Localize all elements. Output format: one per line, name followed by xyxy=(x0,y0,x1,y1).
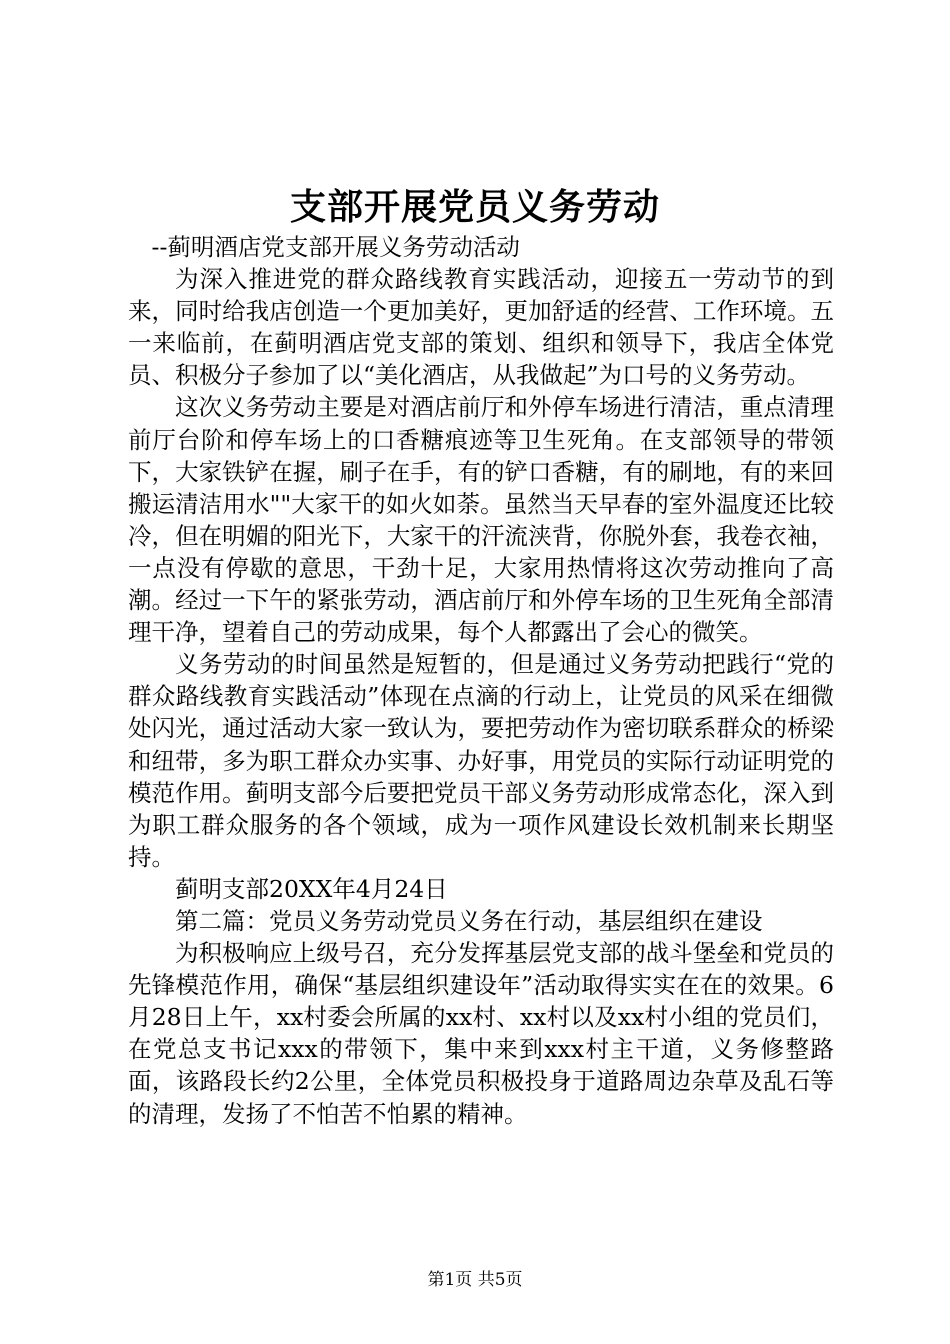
paragraph-intro: 为深入推进党的群众路线教育实践活动，迎接五一劳动节的到来，同时给我店创造一个更加美好，更加舒适的经营、工作环境。五一来临前，在蓟明酒店党支部的策划、组织和领导下，我店全体党员、积极分子参加了以“美化酒店，从我做起”为口号的义务劳动。 xyxy=(128,265,834,390)
signature-date: 蓟明支部20XX年4月24日 xyxy=(175,874,448,903)
document-body xyxy=(128,231,834,1130)
paragraph-second-article: 为积极响应上级号召，充分发挥基层党支部的战斗堡垒和党员的先锋模范作用，确保“基层组织建设年”活动取得实实在在的效果。6月28日上午，xx村委会所属的xx村、xx村以及xx村小组的党员们，在党总支书记xxx的带领下，集中来到xxx村主干道，义务修整路面，该路段长约2公里，全体党员积极投身于道路周边杂草及乱石等的清理，发扬了不怕苦不怕累的精神。 xyxy=(128,939,834,1128)
paragraph-activity: 这次义务劳动主要是对酒店前厅和外停车场进行清洁，重点清理前厅台阶和停车场上的口香糖痕迹等卫生死角。在支部领导的带领下，大家铁铲在握，刷子在手，有的铲口香糖，有的刷地，有的来回搬运清洁用水""大家干的如火如荼。虽然当天早春的室外温度还比较冷，但在明媚的阳光下，大家干的汗流浃背，你脱外套，我卷衣袖，一点没有停歇的意思，干劲十足，大家用热情将这次劳动推向了高潮。经过一下午的紧张劳动，酒店前厅和外停车场的卫生死角全部清理干净，望着自己的劳动成果，每个人都露出了会心的微笑。 xyxy=(128,393,834,647)
paragraph-conclusion: 义务劳动的时间虽然是短暂的，但是通过义务劳动把践行“党的群众路线教育实践活动”体现在点滴的行动上，让党员的风采在细微处闪光，通过活动大家一致认为，要把劳动作为密切联系群众的桥梁和纽带，多为职工群众办实事、办好事，用党员的实际行动证明党的模范作用。蓟明支部今后要把党员干部义务劳动形成常态化，深入到为职工群众服务的各个领域，成为一项作风建设长效机制来长期坚持。 xyxy=(128,650,834,871)
document-title: 支部开展党员义务劳动 xyxy=(289,186,660,228)
section-heading: 第二篇：党员义务劳动党员义务在行动，基层组织在建设 xyxy=(175,906,763,935)
page-number: 第1页 共5页 xyxy=(427,1270,523,1290)
document-subtitle: --蓟明酒店党支部开展义务劳动活动 xyxy=(151,233,520,261)
